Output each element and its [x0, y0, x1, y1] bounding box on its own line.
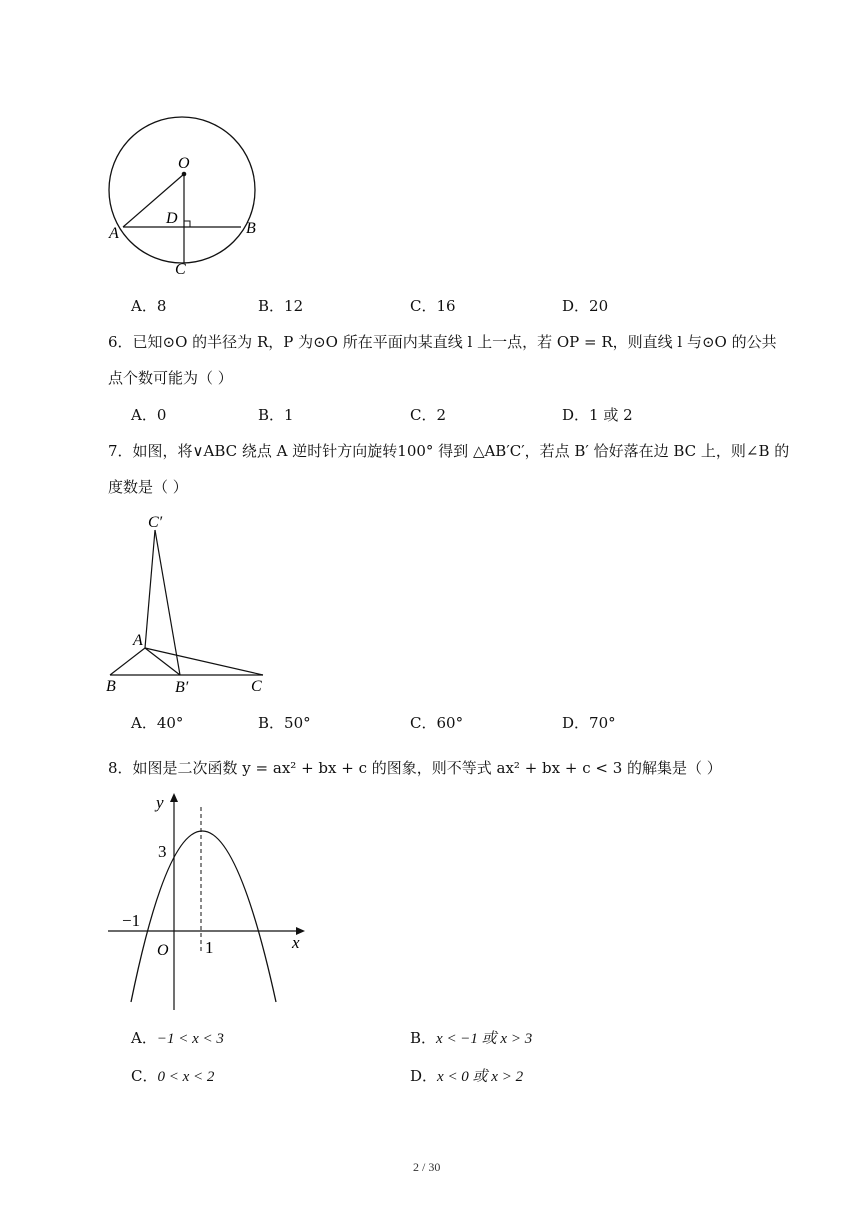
y-axis-arrow	[170, 793, 178, 802]
right-angle-mark	[184, 221, 190, 227]
option-d[interactable]: D．70°	[562, 714, 616, 732]
option-c[interactable]: C．2	[410, 406, 447, 424]
label-c: C	[175, 261, 186, 278]
circle-o	[109, 117, 255, 263]
option-a[interactable]: A．8	[131, 297, 167, 315]
label-d: D	[166, 210, 178, 227]
q7-stem-line1: 7．如图，将∨ABC 绕点 A 逆时针方向旋转100° 得到 △AB′C′，若点 B′ 恰好落在边 BC 上，则∠B 的	[108, 442, 790, 460]
segment-ab	[110, 648, 145, 675]
q7-stem-line2: 度数是（ ）	[108, 478, 188, 496]
label-a: A	[133, 632, 143, 649]
tick-label-neg1: −1	[122, 911, 141, 930]
parabola-curve	[131, 831, 276, 1002]
option-d[interactable]: D．1 或 2	[562, 406, 633, 424]
label-o: O	[178, 155, 190, 172]
label-y: y	[156, 793, 164, 812]
segment-ac-prime	[145, 530, 155, 648]
option-c[interactable]: C．0 < x < 2	[131, 1067, 215, 1085]
label-b-prime: B′	[175, 679, 189, 696]
label-a: A	[109, 225, 119, 242]
tick-label-1: 1	[205, 938, 214, 957]
q6-stem-line2: 点个数可能为（ ）	[108, 369, 233, 387]
option-b[interactable]: B．12	[258, 297, 304, 315]
option-d[interactable]: D．20	[562, 297, 609, 315]
point-o	[182, 172, 187, 177]
tick-label-3: 3	[158, 842, 167, 861]
q8-stem-line1: 8．如图是二次函数 y = ax² + bx + c 的图象，则不等式 ax² + bx + c < 3 的解集是（ ）	[108, 759, 722, 777]
option-b[interactable]: B．50°	[258, 714, 311, 732]
label-b: B	[106, 678, 116, 695]
option-a[interactable]: A．40°	[131, 714, 184, 732]
option-a[interactable]: A．−1 < x < 3	[131, 1029, 224, 1047]
option-a[interactable]: A．0	[131, 406, 167, 424]
label-c: C	[251, 678, 262, 695]
q5-circle-figure	[100, 110, 270, 285]
label-x: x	[292, 933, 300, 952]
label-b: B	[246, 220, 256, 237]
option-c[interactable]: C．60°	[410, 714, 464, 732]
q8-parabola-figure	[100, 785, 320, 1015]
option-b[interactable]: B．x < −1 或 x > 3	[410, 1029, 533, 1047]
option-d[interactable]: D．x < 0 或 x > 2	[410, 1067, 524, 1085]
option-b[interactable]: B．1	[258, 406, 294, 424]
option-c[interactable]: C．16	[410, 297, 456, 315]
label-origin: O	[157, 942, 169, 959]
q6-stem-line1: 6．已知⊙O 的半径为 R，P 为⊙O 所在平面内某直线 l 上一点，若 OP = R，则直线 l 与⊙O 的公共	[108, 333, 777, 351]
q7-triangle-figure	[100, 508, 275, 698]
label-c-prime: C′	[148, 514, 163, 531]
page-number: 2 / 30	[413, 1160, 441, 1174]
